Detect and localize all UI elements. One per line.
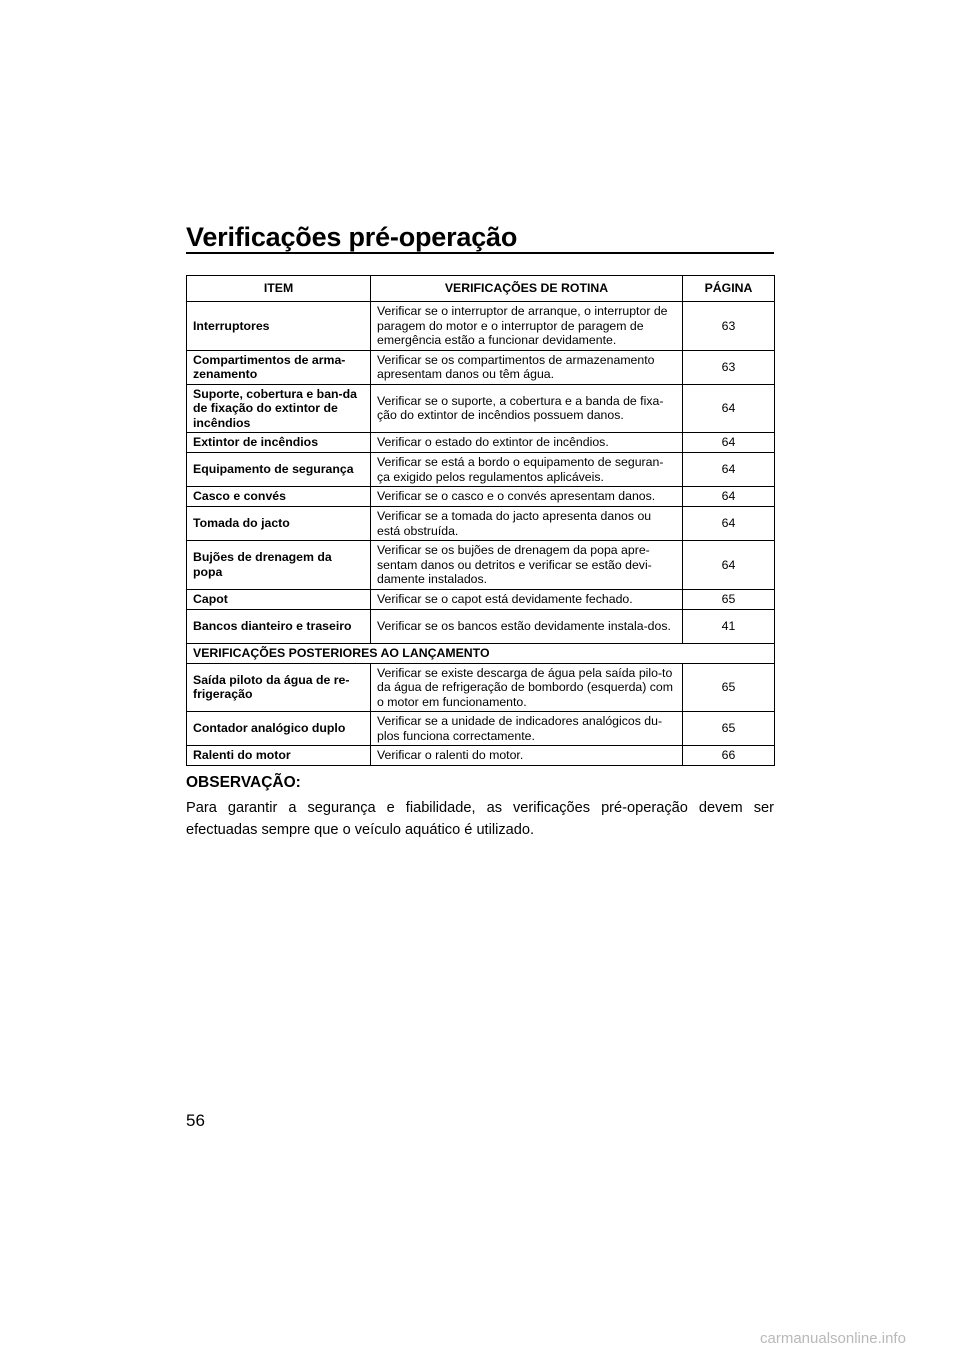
table-row: [187, 589, 775, 609]
row-page: 65: [683, 712, 775, 746]
row-item: Compartimentos de arma-zenamento: [187, 350, 371, 384]
row-item: Saída piloto da água de re-frigeração: [187, 663, 371, 712]
row-check: Verificar se o casco e o convés apresentam danos.: [371, 487, 683, 507]
watermark: carmanualsonline.info: [760, 1330, 906, 1347]
row-page: 65: [683, 663, 775, 712]
row-check: Verificar se a tomada do jacto apresenta danos ou está obstruída.: [371, 507, 683, 541]
row-page: 65: [683, 589, 775, 609]
table-row: [187, 712, 775, 746]
page-number: 56: [186, 1111, 205, 1130]
table-row: [187, 541, 775, 590]
table-row: [187, 302, 775, 351]
row-check: Verificar se está a bordo o equipamento de seguran-ça exigido pelos regulamentos aplicáveis.: [371, 453, 683, 487]
row-check: Verificar o estado do extintor de incêndios.: [371, 433, 683, 453]
row-check: Verificar se o interruptor de arranque, o interruptor de paragem do motor e o interruptor de paragem de emergência estão a funcionar devidamente.: [371, 302, 683, 351]
row-check: Verificar se existe descarga de água pela saída pilo-to da água de refrigeração de bombordo (esquerda) com o motor em funcionamento.: [371, 663, 683, 712]
row-check: Verificar se os bujões de drenagem da popa apre-sentam danos ou detritos e verificar se estão devi-damente instalados.: [371, 541, 683, 590]
row-page: 64: [683, 453, 775, 487]
table-row: [187, 433, 775, 453]
column-header-page: PÁGINA: [683, 276, 775, 302]
row-item: Casco e convés: [187, 487, 371, 507]
table-row: [187, 453, 775, 487]
table-row: [187, 746, 775, 766]
row-item: Bancos dianteiro e traseiro: [187, 609, 371, 643]
table-row: [187, 350, 775, 384]
row-check: Verificar se os bancos estão devidamente instala-dos.: [371, 609, 683, 643]
table-row: [187, 663, 775, 712]
table-row: [187, 609, 775, 643]
row-page: 64: [683, 384, 775, 433]
table-row: [187, 487, 775, 507]
table-row: [187, 384, 775, 433]
row-page: 64: [683, 541, 775, 590]
row-check: Verificar se a unidade de indicadores analógicos du-plos funciona correctamente.: [371, 712, 683, 746]
row-page: 63: [683, 350, 775, 384]
row-item: Tomada do jacto: [187, 507, 371, 541]
row-page: 64: [683, 507, 775, 541]
title-rule: [186, 252, 774, 254]
post-launch-section-label: VERIFICAÇÕES POSTERIORES AO LANÇAMENTO: [187, 643, 775, 663]
row-item: Bujões de drenagem da popa: [187, 541, 371, 590]
pre-operation-checks-table: [186, 275, 775, 766]
row-item: Extintor de incêndios: [187, 433, 371, 453]
row-page: 64: [683, 433, 775, 453]
column-header-item: ITEM: [187, 276, 371, 302]
row-check: Verificar se os compartimentos de armazenamento apresentam danos ou têm água.: [371, 350, 683, 384]
row-item: Equipamento de segurança: [187, 453, 371, 487]
row-check: Verificar se o suporte, a cobertura e a banda de fixa-ção do extintor de incêndios possuem danos.: [371, 384, 683, 433]
row-item: Suporte, cobertura e ban-da de fixação do extintor de incêndios: [187, 384, 371, 433]
row-check: Verificar se o capot está devidamente fechado.: [371, 589, 683, 609]
row-page: 63: [683, 302, 775, 351]
row-item: Ralenti do motor: [187, 746, 371, 766]
row-check: Verificar o ralenti do motor.: [371, 746, 683, 766]
column-header-routine-checks: VERIFICAÇÕES DE ROTINA: [371, 276, 683, 302]
table-header-row: [187, 276, 775, 302]
table-row: [187, 507, 775, 541]
page-title: Verificações pré-operação: [186, 222, 518, 252]
row-page: 64: [683, 487, 775, 507]
row-item: Capot: [187, 589, 371, 609]
note-heading: OBSERVAÇÃO:: [186, 774, 301, 791]
row-item: Contador analógico duplo: [187, 712, 371, 746]
row-page: 41: [683, 609, 775, 643]
row-page: 66: [683, 746, 775, 766]
row-item: Interruptores: [187, 302, 371, 351]
note-text: Para garantir a segurança e fiabilidade, as verificações pré-operação devem ser efectuadas sempre que o veículo aquático é utilizado.: [186, 800, 774, 838]
section-row: [187, 643, 775, 663]
